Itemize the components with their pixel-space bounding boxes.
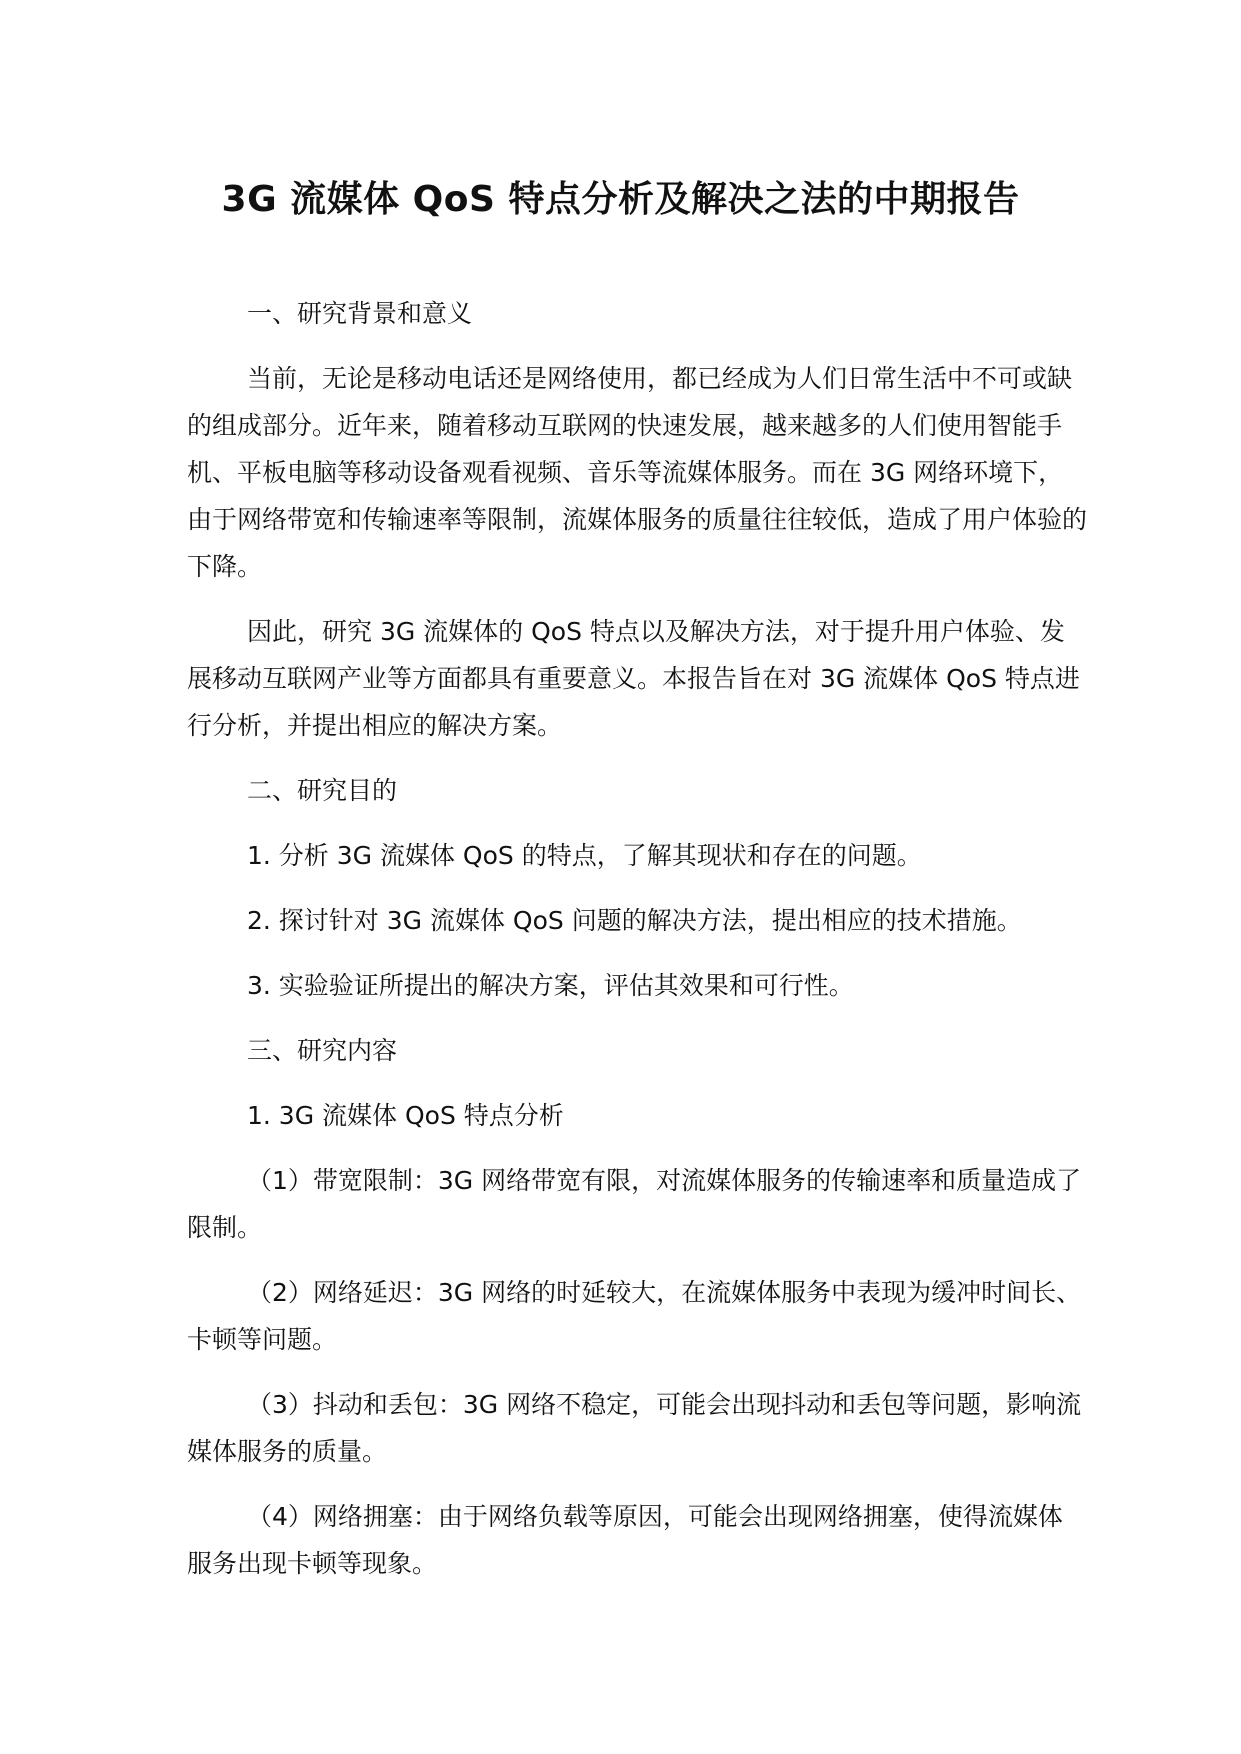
paragraph-significance: 因此，研究 3G 流媒体的 QoS 特点以及解决方法，对于提升用户体验、发展移动互联网产业等方面都具有重要意义。本报告旨在对 3G 流媒体 QoS 特点进行分析，并提出相应的解决方案。 bbox=[187, 617, 1080, 740]
purpose-item: 3. 实验验证所提出的解决方案，评估其效果和可行性。 bbox=[247, 971, 854, 1000]
purpose-item: 2. 探讨针对 3G 流媒体 QoS 问题的解决方法，提出相应的技术措施。 bbox=[247, 906, 1022, 935]
subsection-heading: 1. 3G 流媒体 QoS 特点分析 bbox=[247, 1101, 564, 1130]
section-heading-purpose: 二、研究目的 bbox=[247, 776, 398, 805]
document-body bbox=[187, 290, 1087, 1605]
qos-point: （3）抖动和丢包：3G 网络不稳定，可能会出现抖动和丢包等问题，影响流媒体服务的质量。 bbox=[187, 1390, 1082, 1466]
section-heading-content: 三、研究内容 bbox=[247, 1036, 398, 1065]
qos-point: （1）带宽限制：3G 网络带宽有限，对流媒体服务的传输速率和质量造成了限制。 bbox=[187, 1166, 1082, 1242]
paragraph-background: 当前，无论是移动电话还是网络使用，都已经成为人们日常生活中不可或缺的组成部分。近年来，随着移动互联网的快速发展，越来越多的人们使用智能手机、平板电脑等移动设备观看视频、音乐等流媒体服务。而在 3G 网络环境下，由于网络带宽和传输速率等限制，流媒体服务的质量往往较低，造成了用户体验的下降。 bbox=[187, 364, 1088, 581]
section-heading-background: 一、研究背景和意义 bbox=[247, 299, 473, 328]
qos-point: （2）网络延迟：3G 网络的时延较大，在流媒体服务中表现为缓冲时间长、卡顿等问题。 bbox=[187, 1278, 1082, 1354]
document-title: 3G 流媒体 QoS 特点分析及解决之法的中期报告 bbox=[221, 179, 1020, 220]
purpose-item: 1. 分析 3G 流媒体 QoS 的特点，了解其现状和存在的问题。 bbox=[247, 841, 922, 870]
qos-point: （4）网络拥塞：由于网络负载等原因，可能会出现网络拥塞，使得流媒体服务出现卡顿等现象。 bbox=[187, 1502, 1063, 1578]
